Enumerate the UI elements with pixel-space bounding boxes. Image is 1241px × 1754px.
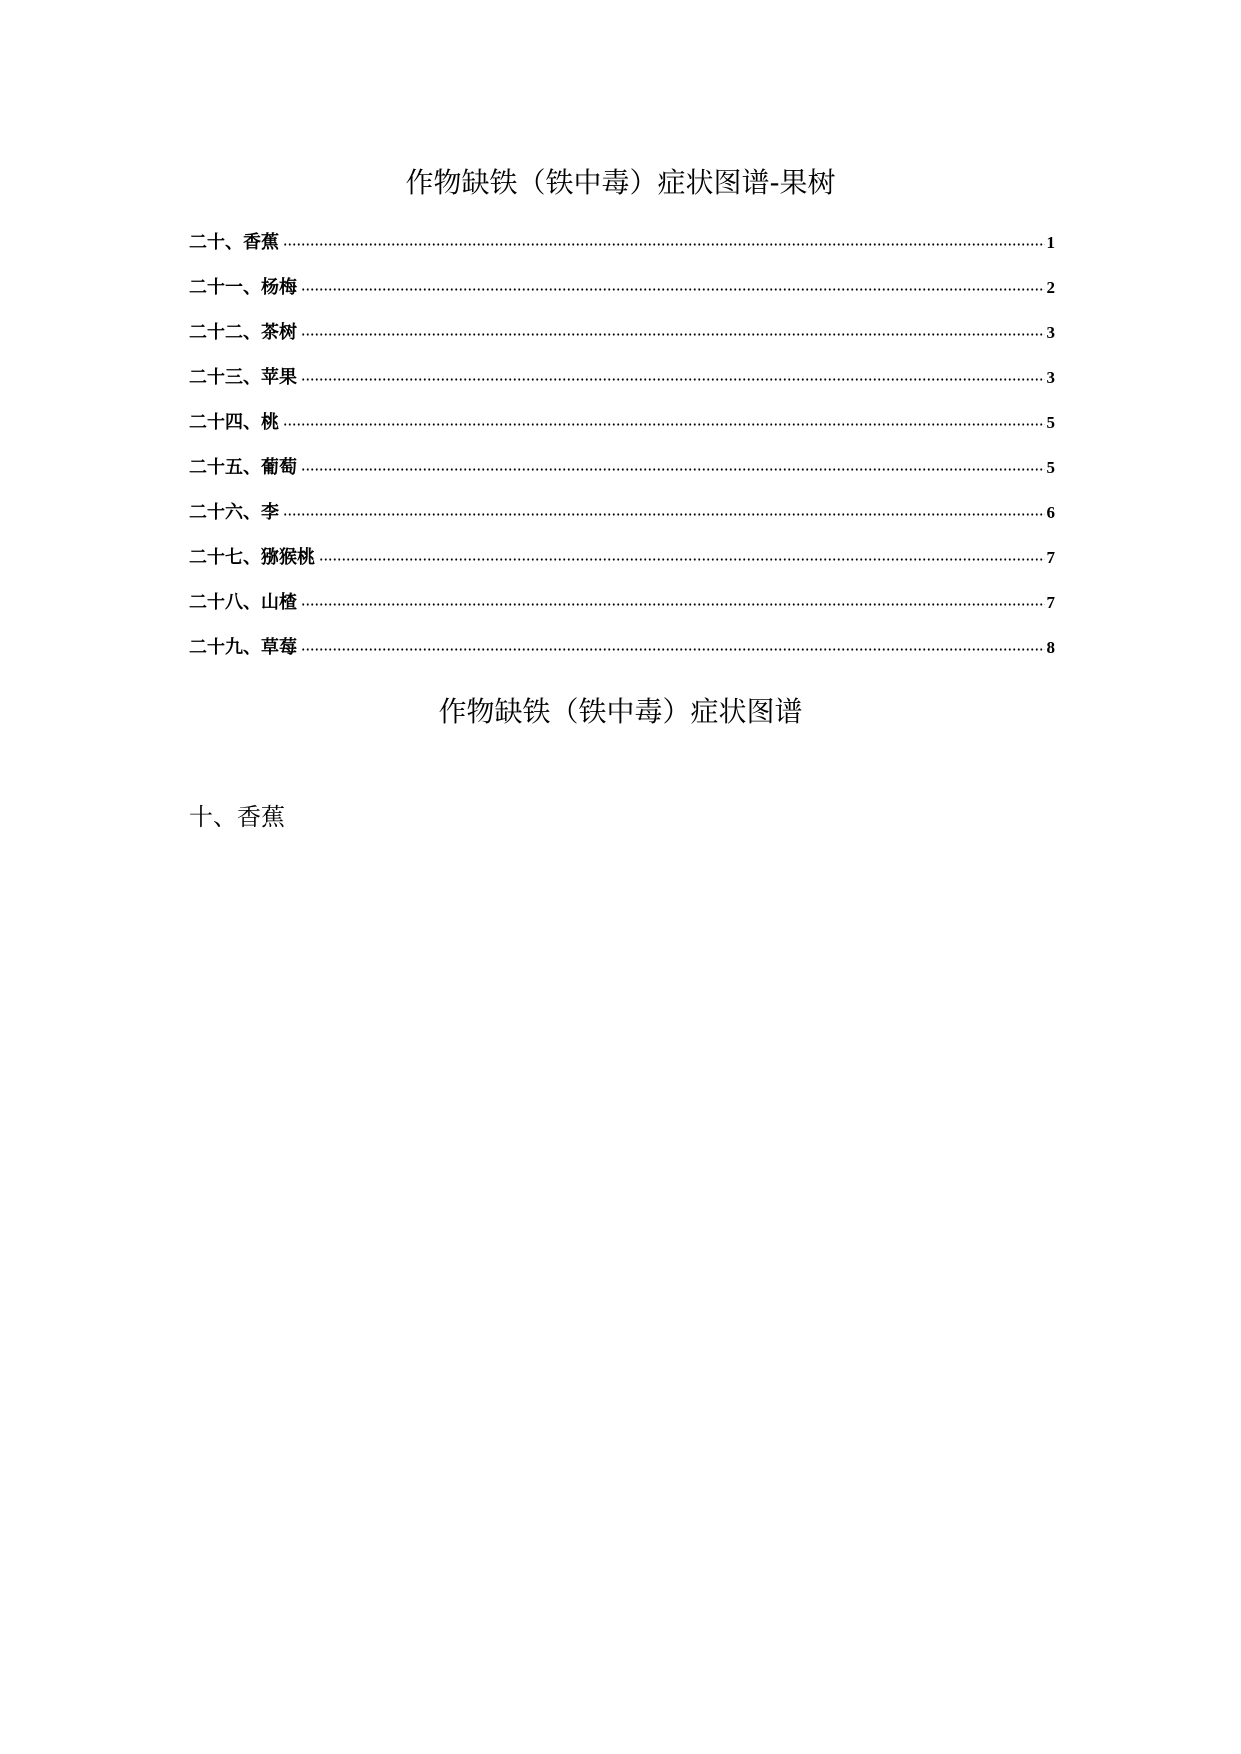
toc-entry-page-number: 8	[1046, 638, 1055, 657]
toc-entry-label: 二十七、猕猴桃	[189, 547, 315, 568]
toc-dot-leader	[301, 648, 1045, 651]
toc-dot-leader	[301, 603, 1045, 606]
toc-entry-label: 二十、香蕉	[189, 232, 279, 253]
section-heading: 十、香蕉	[189, 803, 285, 831]
toc-entry-page-number: 6	[1046, 503, 1055, 522]
table-of-contents	[189, 230, 1055, 680]
toc-dot-leader	[319, 558, 1045, 561]
toc-entry-label: 二十八、山楂	[189, 592, 297, 613]
toc-entry-page-number: 7	[1046, 593, 1055, 612]
toc-entry-page-number: 3	[1046, 368, 1055, 387]
toc-entry-label: 二十二、茶树	[189, 322, 297, 343]
toc-dot-leader	[301, 333, 1045, 336]
toc-entry[interactable]	[189, 365, 1055, 410]
toc-entry[interactable]	[189, 635, 1055, 680]
toc-entry-label: 二十三、苹果	[189, 367, 297, 388]
toc-entry-label: 二十四、桃	[189, 412, 279, 433]
toc-entry-page-number: 2	[1046, 278, 1055, 297]
body-title: 作物缺铁（铁中毒）症状图谱	[438, 695, 803, 728]
toc-dot-leader	[301, 378, 1045, 381]
toc-entry[interactable]	[189, 275, 1055, 320]
toc-entry[interactable]	[189, 320, 1055, 365]
toc-entry[interactable]	[189, 545, 1055, 590]
toc-dot-leader	[283, 513, 1045, 516]
toc-entry-page-number: 7	[1046, 548, 1055, 567]
toc-entry[interactable]	[189, 455, 1055, 500]
toc-entry-label: 二十六、李	[189, 502, 279, 523]
toc-entry-label: 二十五、葡萄	[189, 457, 297, 478]
toc-entry[interactable]	[189, 230, 1055, 275]
toc-entry[interactable]	[189, 590, 1055, 635]
toc-entry-page-number: 3	[1046, 323, 1055, 342]
toc-dot-leader	[283, 243, 1045, 246]
toc-entry[interactable]	[189, 410, 1055, 455]
toc-dot-leader	[283, 423, 1045, 426]
toc-dot-leader	[301, 288, 1045, 291]
toc-entry[interactable]	[189, 500, 1055, 545]
toc-entry-page-number: 5	[1046, 413, 1055, 432]
toc-entry-label: 二十九、草莓	[189, 637, 297, 658]
toc-entry-page-number: 5	[1046, 458, 1055, 477]
toc-dot-leader	[301, 468, 1045, 471]
toc-entry-label: 二十一、杨梅	[189, 277, 297, 298]
toc-entry-page-number: 1	[1046, 233, 1055, 252]
document-title: 作物缺铁（铁中毒）症状图谱-果树	[405, 166, 836, 199]
